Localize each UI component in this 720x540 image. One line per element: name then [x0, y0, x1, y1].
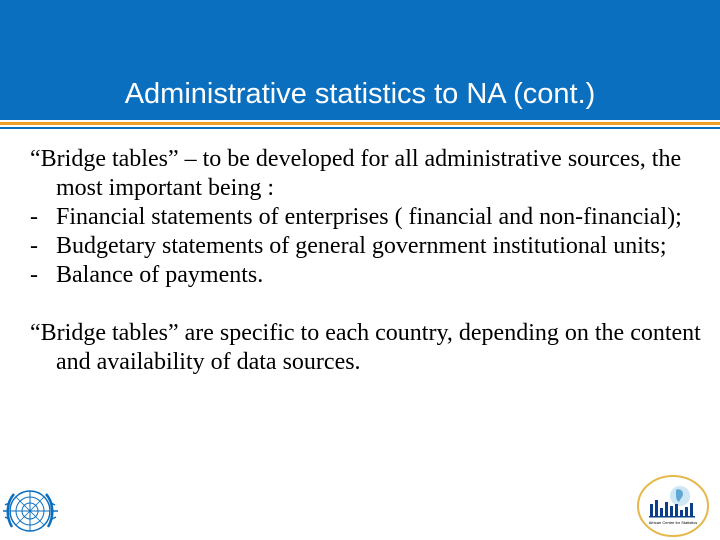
slide-title: Administrative statistics to NA (cont.): [124, 78, 596, 110]
dash-marker: -: [30, 233, 38, 259]
paragraph-spacer: [30, 290, 702, 319]
list-item-text: Balance of payments.: [56, 262, 264, 288]
dash-marker: -: [30, 204, 38, 230]
intro-paragraph: “Bridge tables” – to be developed for all administrative sources, the most important being :: [30, 146, 682, 201]
list-item-text: Budgetary statements of general government institutional units;: [56, 233, 667, 259]
dash-marker: -: [30, 262, 38, 288]
accent-rule-blue: [0, 127, 720, 129]
slide-body: [30, 145, 702, 377]
un-emblem-icon: [2, 483, 58, 539]
list-item: [30, 232, 702, 261]
closing-paragraph: “Bridge tables” are specific to each country, depending on the content and availability of data sources.: [30, 320, 701, 375]
list-item: [30, 203, 702, 232]
logo-caption: African Centre for Statistics: [648, 520, 698, 525]
african-centre-for-statistics-logo-icon: [636, 474, 710, 538]
accent-rule-orange: [0, 122, 720, 125]
list-item-text: Financial statements of enterprises ( financial and non-financial);: [56, 204, 682, 230]
bullet-list: [30, 203, 702, 290]
list-item: [30, 261, 702, 290]
